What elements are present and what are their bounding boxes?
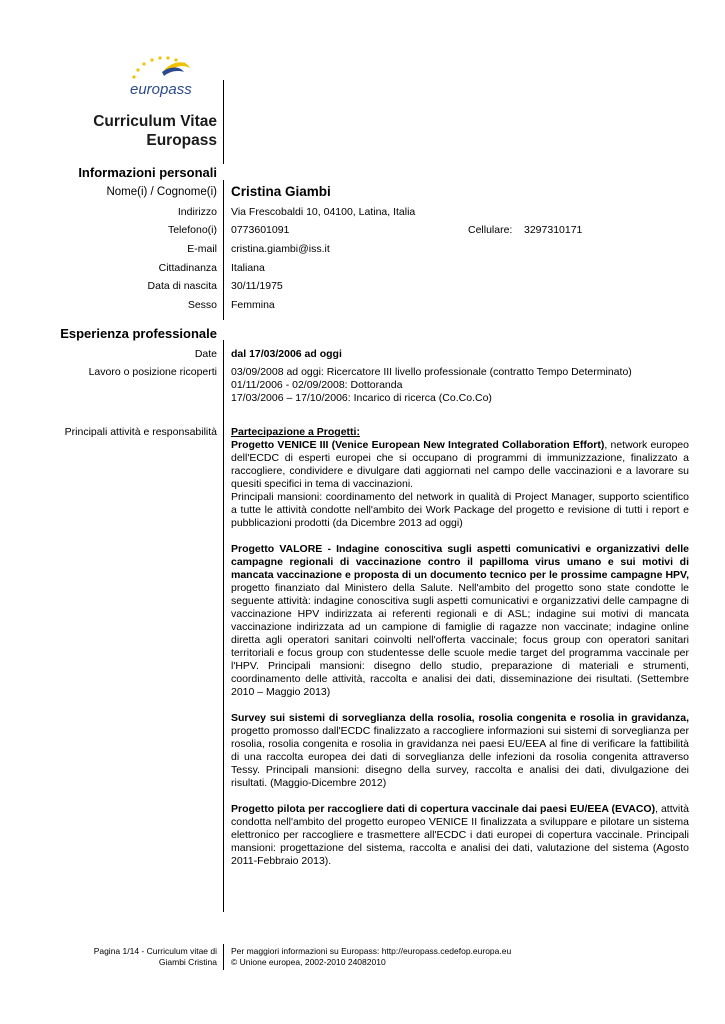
svg-text:europass: europass xyxy=(130,81,192,98)
address-value: Via Frescobaldi 10, 04100, Latina, Italia xyxy=(231,206,416,218)
footer-copyright: © Unione europea, 2002-2010 24082010 xyxy=(231,957,386,967)
cv-title-line2: Europass xyxy=(146,132,217,149)
personal-heading: Informazioni personali xyxy=(78,165,217,180)
position-3: 17/03/2006 – 17/10/2006: Incarico di ricerca (Co.Co.Co) xyxy=(231,392,492,404)
experience-rule xyxy=(223,340,224,912)
footer-rule xyxy=(223,944,224,970)
gender-value: Femmina xyxy=(231,299,275,311)
citizenship-value: Italiana xyxy=(231,262,265,274)
email-label: E-mail xyxy=(187,243,217,255)
phone-label: Telefono(i) xyxy=(167,224,217,236)
footer-link: Per maggiori informazioni su Europass: http://europass.cedefop.europa.eu xyxy=(231,946,512,956)
personal-rule xyxy=(223,180,224,320)
projects-heading: Partecipazione a Progetti: xyxy=(231,426,360,438)
position-label: Lavoro o posizione ricoperti xyxy=(88,366,217,378)
mobile-value: 3297310171 xyxy=(524,224,583,236)
citizenship-label: Cittadinanza xyxy=(158,262,217,274)
date-label: Date xyxy=(194,348,217,360)
experience-heading: Esperienza professionale xyxy=(60,326,217,341)
footer-europass-info xyxy=(231,946,631,968)
cv-title xyxy=(40,112,217,150)
mobile-label: Cellulare: xyxy=(468,224,513,236)
name-value: Cristina Giambi xyxy=(231,184,331,199)
cv-title-line1: Curriculum Vitae xyxy=(93,113,217,130)
activities-label: Principali attività e responsabilità xyxy=(64,426,217,438)
gender-label: Sesso xyxy=(187,299,217,311)
birthdate-label: Data di nascita xyxy=(147,280,217,292)
header-rule xyxy=(223,80,224,164)
project-venice: Progetto VENICE III (Venice European New Integrated Collaboration Effort), network europeo dell'ECDC di esperti europei che si occupano di programmi di immunizzazione, finalizzato a raccogliere, condividere e divulgare dati aggiornati nel campo delle vaccinazioni e a lavorare su quesiti specifici in tema di vaccinazioni. xyxy=(231,439,689,490)
europass-logo xyxy=(124,52,214,102)
footer-page-info: Pagina 1/14 - Curriculum vitae di Giambi Cristina xyxy=(93,946,217,967)
position-1: 03/09/2008 ad oggi: Ricercatore III livello professionale (contratto Tempo Determinato) xyxy=(231,366,632,378)
date-value: dal 17/03/2006 ad oggi xyxy=(231,348,342,360)
email-value: cristina.giambi@iss.it xyxy=(231,243,330,255)
project-evaco: Progetto pilota per raccogliere dati di copertura vaccinale dai paesi EU/EEA (EVACO), attvità condotta nell'ambito del progetto europeo VENICE II finalizzata a sviluppare e pilotare un sistema elettronico per raccogliere e trasmettere all'ECDC i dati europei di copertura vaccinale. Principali mansioni: progettazione del sistema, raccolta e analisi dei dati, valutazione del sistema (Agosto 2011-Febbraio 2013). xyxy=(231,803,689,867)
projects-block xyxy=(231,426,689,868)
position-2: 01/11/2006 - 02/09/2008: Dottoranda xyxy=(231,379,403,391)
project-valore: Progetto VALORE - Indagine conoscitiva sugli aspetti comunicativi e organizzativi delle campagne regionali di vaccinazione contro il papilloma virus umano e sui motivi di mancata vaccinazione e proposta di un documento tecnico per le prossime campagne HPV, progetto finanziato dal Ministero della Salute. Nell'ambito del progetto sono state condotte le seguente attività: indagine conoscitiva sugli aspetti comunicativi e organizzativi delle campagne di vaccinazione HPV indirizzata ai referenti regionali e di ASL; indagine sui motivi di mancata vaccinazione indirizzata ad un campione di famiglie di ragazze non vaccinate; indagine online diretta agli operatori sanitari coinvolti nell'offerta vaccinale; focus group con operatori sanitari territoriali e focus group con studentesse delle scuole medie target del programma vaccinale per l'HPV. Principali mansioni: disegno dello studio, preparazione di materiali e strumenti, coordinamento delle attività, raccolta e analisi dei dati, disseminazione dei risultati. (Settembre 2010 – Maggio 2013) xyxy=(231,543,689,698)
birthdate-value: 30/11/1975 xyxy=(231,280,283,292)
project-venice-duties: Principali mansioni: coordinamento del network in qualità di Project Manager, supporto scientifico a tutte le attività condotte nell'ambito dei Work Package del progetto e revisione di tutti i report e pubblicazioni prodotti (da Dicembre 2013 ad oggi) xyxy=(231,491,689,529)
address-label: Indirizzo xyxy=(177,206,217,218)
phone-value: 0773601091 xyxy=(231,224,290,236)
project-rosolia: Survey sui sistemi di sorveglianza della rosolia, rosolia congenita e rosolia in gravidanza, progetto promosso dall'ECDC finalizzato a raccogliere informazioni sui sistemi di sorveglianza per rosolia, rosolia congenita e rosolia in gravidanza nei paesi EU/EEA al fine di verificare la fattibilità di una raccolta europea dei dati di sorveglianza delle infezioni da rosolia congenita attraverso Tessy. Principali mansioni: disegno della survey, raccolta e analisi dei dati, divulgazione dei risultati. (Maggio-Dicembre 2012) xyxy=(231,712,689,789)
name-label: Nome(i) / Cognome(i) xyxy=(106,186,217,198)
